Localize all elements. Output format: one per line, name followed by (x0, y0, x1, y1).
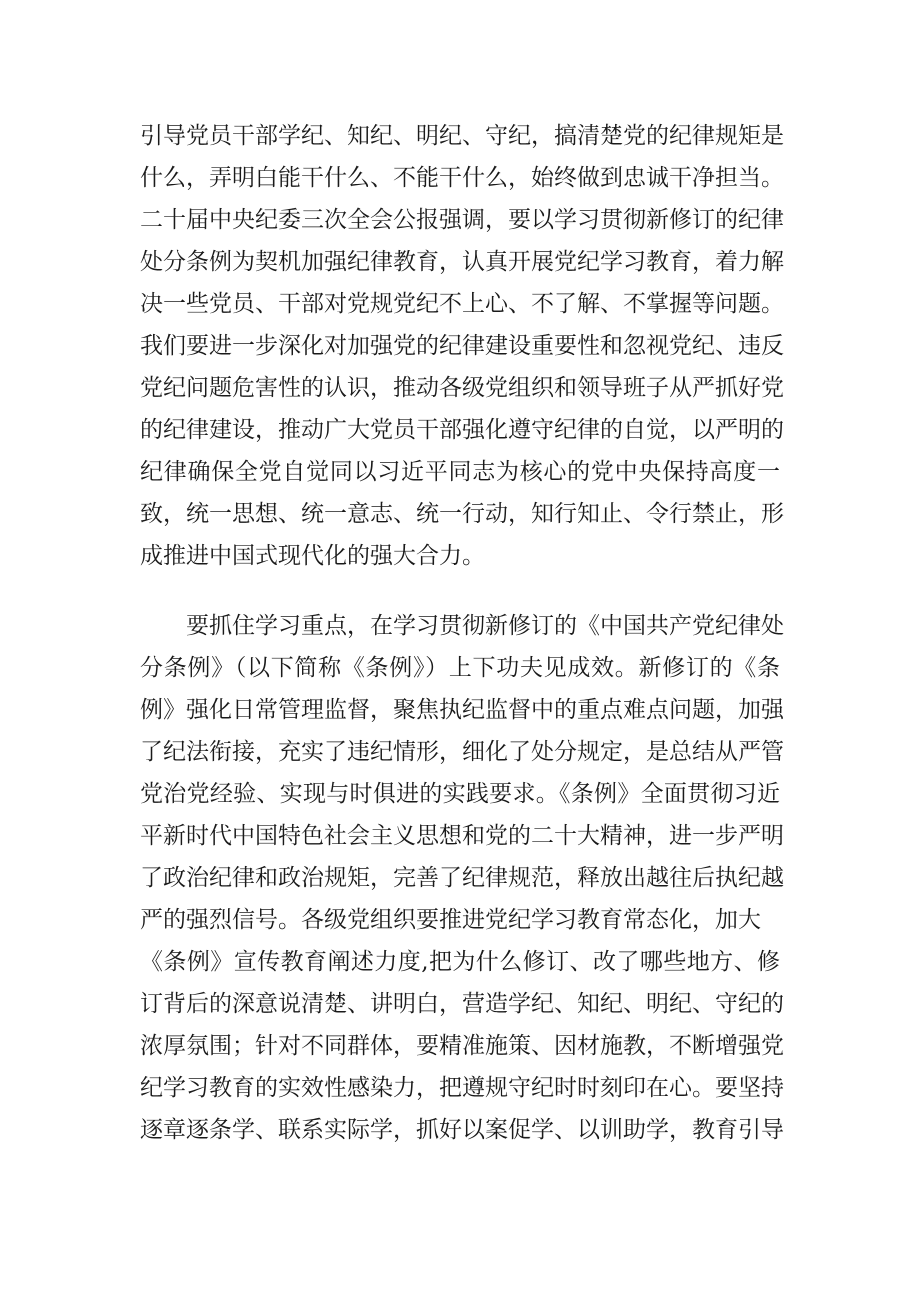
text-line: 处分条例为契机加强纪律教育，认真开展党纪学习教育，着力解 (140, 249, 784, 275)
text-line: 二十届中央纪委三次全会公报强调，要以学习贯彻新修订的纪律 (140, 207, 784, 233)
text-line: 的纪律建设，推动广大党员干部强化遵守纪律的自觉，以严明的 (140, 417, 784, 443)
text-line: 严的强烈信号。各级党组织要推进党纪学习教育常态化，加大 (140, 907, 761, 933)
text-line: 我们要进一步深化对加强党的纪律建设重要性和忽视党纪、违反 (140, 333, 784, 359)
text-line: 要抓住学习重点，在学习贯彻新修订的《中国共产党纪律处 (186, 613, 784, 639)
text-line: 党纪问题危害性的认识，推动各级党组织和领导班子从严抓好党 (140, 375, 784, 401)
text-line: 成推进中国式现代化的强大合力。 (140, 543, 485, 569)
paragraph-1 (140, 115, 784, 577)
text-line: 了纪法衔接，充实了违纪情形，细化了处分规定，是总结从严管 (140, 739, 784, 765)
text-line: 浓厚氛围；针对不同群体，要精准施策、因材施教，不断增强党 (140, 1033, 784, 1059)
text-line: 平新时代中国特色社会主义思想和党的二十大精神，进一步严明 (140, 823, 784, 849)
text-line: 订背后的深意说清楚、讲明白，营造学纪、知纪、明纪、守纪的 (140, 991, 784, 1017)
text-line: 纪律确保全党自觉同以习近平同志为核心的党中央保持高度一 (140, 459, 780, 485)
text-line: 决一些党员、干部对党规党纪不上心、不了解、不掌握等问题。 (140, 291, 784, 317)
text-line: 纪学习教育的实效性感染力，把遵规守纪时时刻印在心。要坚持 (140, 1075, 784, 1101)
text-line: 致，统一思想、统一意志、统一行动，知行知止、令行禁止，形 (140, 501, 784, 527)
text-line: 党治党经验、实现与时俱进的实践要求。《条例》全面贯彻习近 (140, 781, 780, 807)
text-line: 《条例》宣传教育阐述力度,把为什么修订、改了哪些地方、修 (140, 949, 780, 975)
text-line: 引导党员干部学纪、知纪、明纪、守纪，搞清楚党的纪律规矩是 (140, 123, 784, 149)
text-line: 分条例》（以下简称《条例》）上下功夫见成效。新修订的《条 (140, 655, 780, 681)
text-line: 什么，弄明白能干什么、不能干什么，始终做到忠诚干净担当。 (140, 165, 784, 191)
text-line: 逐章逐条学、联系实际学，抓好以案促学、以训助学，教育引导 (140, 1117, 784, 1143)
paragraph-2 (140, 605, 784, 1151)
text-line: 例》强化日常管理监督，聚焦执纪监督中的重点难点问题，加强 (140, 697, 784, 723)
text-line: 了政治纪律和政治规矩，完善了纪律规范，释放出越往后执纪越 (140, 865, 784, 891)
